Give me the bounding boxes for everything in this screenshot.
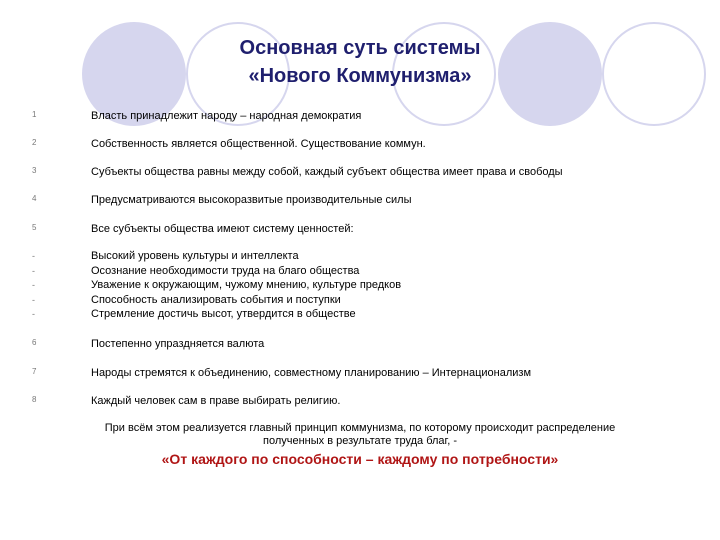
title-line-2: «Нового Коммунизма»: [248, 65, 472, 87]
item-number: 6: [32, 338, 37, 347]
item-text: Каждый человек сам в праве выбирать религию.: [91, 395, 341, 407]
item-number: 4: [32, 194, 37, 203]
decorative-circle-outline: [602, 22, 706, 126]
footer-line-1: При всём этом реализуется главный принцип коммунизма, по которому происходит распределение: [104, 422, 616, 434]
value-text: Способность анализировать события и поступки: [91, 293, 341, 306]
footer-line-2: полученных в результате труда благ, -: [263, 435, 457, 447]
value-text: Высокий уровень культуры и интеллекта: [91, 250, 299, 262]
slide-title: [190, 34, 530, 90]
value-item: [0, 278, 720, 293]
item-number: 5: [32, 223, 37, 232]
item-text: Народы стремятся к объединению, совместному планированию – Интернационализм: [91, 367, 532, 379]
values-list: [0, 249, 720, 322]
value-text: Уважение к окружающим, чужому мнению, культуре предков: [91, 279, 402, 291]
item-number: 3: [32, 166, 37, 175]
value-item: [0, 307, 720, 322]
value-item: [0, 293, 720, 308]
value-item: [0, 249, 720, 264]
value-dash: -: [32, 309, 35, 319]
value-text: Стремление достичь высот, утвердится в обществе: [91, 308, 356, 320]
item-text: Собственность является общественной. Существование коммун.: [91, 138, 426, 150]
item-text: Власть принадлежит народу – народная демократия: [91, 110, 362, 122]
value-dash: -: [32, 251, 35, 261]
item-number: 7: [32, 367, 37, 376]
item-number: 8: [32, 395, 37, 404]
item-number: 1: [32, 110, 37, 119]
value-dash: -: [32, 280, 35, 290]
value-item: [0, 264, 720, 279]
item-text: Все субъекты общества имеют систему ценностей:: [91, 223, 354, 235]
item-number: 2: [32, 138, 37, 147]
value-dash: -: [32, 265, 35, 276]
item-text: Предусматриваются высокоразвитые производительные силы: [91, 194, 412, 206]
title-line-1: Основная суть системы: [239, 37, 481, 59]
value-text: Осознание необходимости труда на благо общества: [91, 264, 360, 277]
item-text: Постепенно упраздняется валюта: [91, 338, 265, 350]
footer-text: [50, 422, 670, 448]
item-text: Субъекты общества равны между собой, каждый субъект общества имеет права и свободы: [91, 166, 563, 178]
slogan: «От каждого по способности – каждому по потребности»: [161, 451, 559, 467]
value-dash: -: [32, 294, 35, 305]
